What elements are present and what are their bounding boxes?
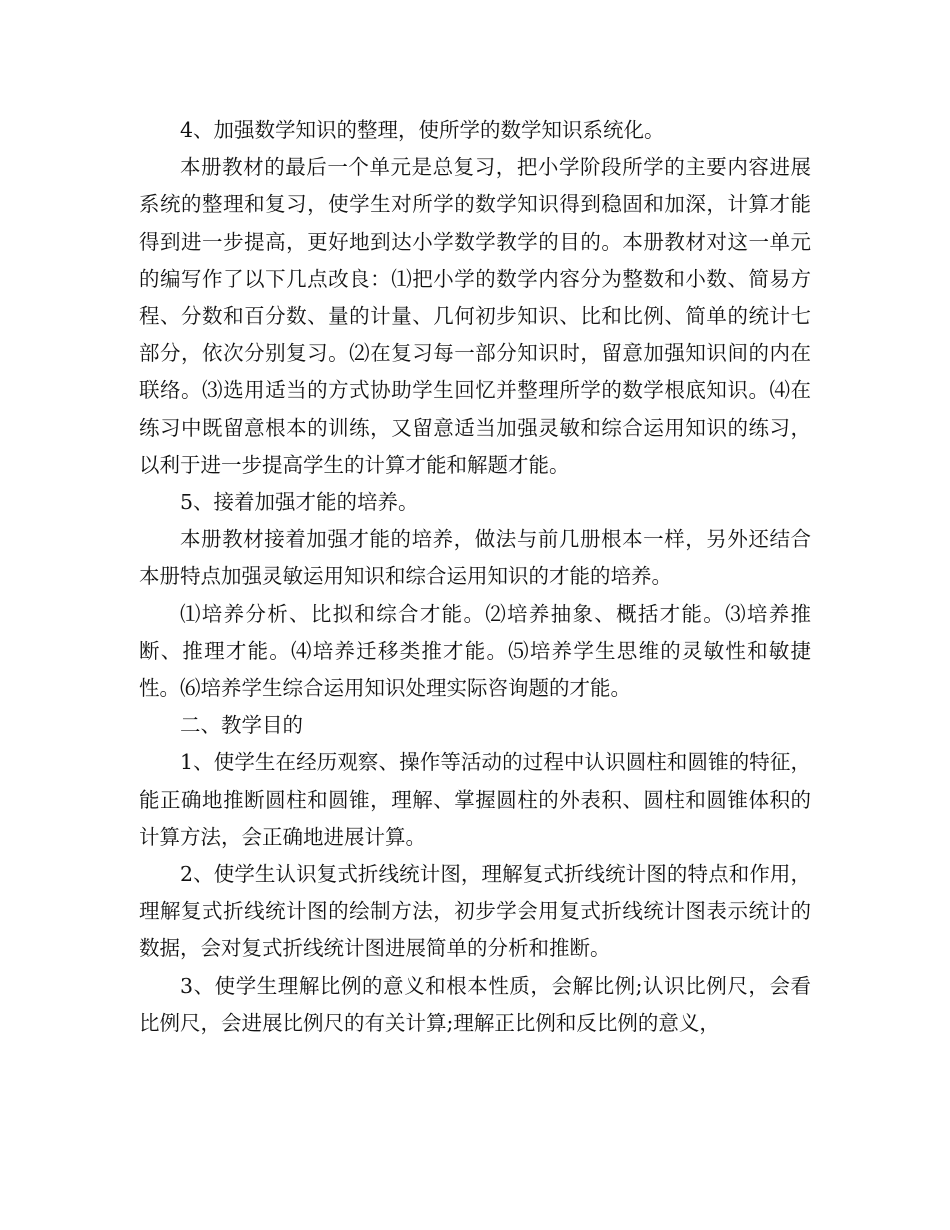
paragraph-teaching-goals-heading: 二、教学目的 (180, 713, 303, 738)
paragraph-goal-2: 2、使学生认识复式折线统计图，理解复式折线统计图的特点和作用，理解复式折线统计图的绘制方法，初步学会用复式折线统计图表示统计的数据，会对复式折线统计图进展简单的分析和推断。 (139, 862, 811, 961)
document-body (139, 112, 811, 1042)
paragraph-ability-training: 本册教材接着加强才能的培养，做法与前几册根本一样，另外还结合本册特点加强灵敏运用知识和综合运用知识的才能的培养。 (139, 527, 811, 589)
paragraph-section-4-heading: 4、加强数学知识的整理，使所学的数学知识系统化。 (180, 118, 665, 142)
paragraph-ability-list: ⑴培养分析、比拟和综合才能。⑵培养抽象、概括才能。⑶培养推断、推理才能。⑷培养迁移类推才能。⑸培养学生思维的灵敏性和敏捷性。⑹培养学生综合运用知识处理实际咨询题的才能。 (139, 601, 811, 701)
paragraph-review-unit: 本册教材的最后一个单元是总复习，把小学阶段所学的主要内容进展系统的整理和复习，使学生对所学的数学知识得到稳固和加深，计算才能得到进一步提高，更好地到达小学数学教学的目的。本册教材对这一单元的编写作了以下几点改良：⑴把小学的数学内容分为整数和小数、简易方程、分数和百分数、量的计量、几何初步知识、比和比例、简单的统计七部分，依次分别复习。⑵在复习每一部分知识时，留意加强知识间的内在联络。⑶选用适当的方式协助学生回忆并整理所学的数学根底知识。⑷在练习中既留意根本的训练，又留意适当加强灵敏和综合运用知识的练习，以利于进一步提高学生的计算才能和解题才能。 (139, 155, 811, 477)
paragraph-goal-1: 1、使学生在经历观察、操作等活动的过程中认识圆柱和圆锥的特征，能正确地推断圆柱和圆锥，理解、掌握圆柱的外表积、圆柱和圆锥体积的计算方法，会正确地进展计算。 (139, 750, 811, 849)
paragraph-section-5-heading: 5、接着加强才能的培养。 (180, 490, 419, 515)
paragraph-goal-3: 3、使学生理解比例的意义和根本性质，会解比例;认识比例尺，会看比例尺，会进展比例尺的有关计算;理解正比例和反比例的意义， (139, 973, 811, 1035)
